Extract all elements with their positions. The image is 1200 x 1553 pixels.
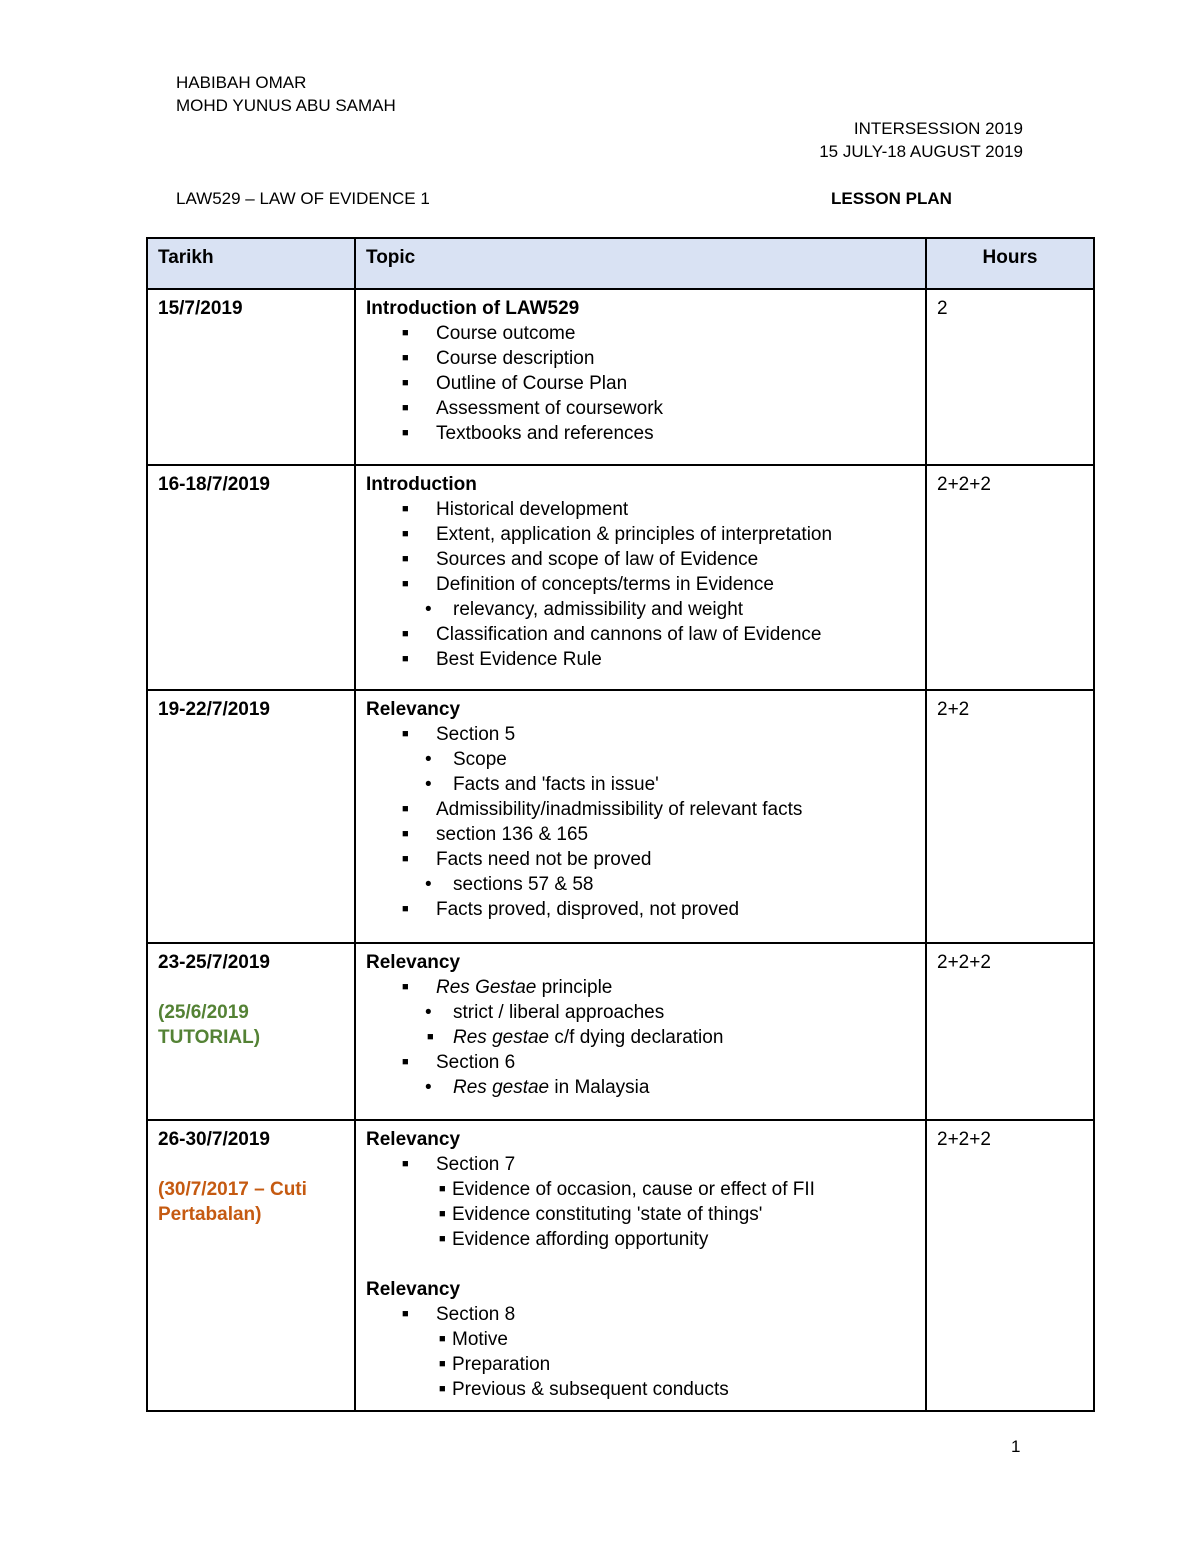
topic-cell bbox=[355, 1120, 926, 1411]
topic-cell bbox=[355, 943, 926, 1120]
sub-list bbox=[366, 1075, 915, 1100]
date-cell bbox=[147, 289, 355, 465]
column-header-topic: Topic bbox=[355, 238, 926, 289]
document-type: LESSON PLAN bbox=[831, 189, 952, 208]
list-item bbox=[366, 346, 915, 371]
date-cell bbox=[147, 943, 355, 1120]
list-item bbox=[366, 1227, 915, 1252]
topic-cell bbox=[355, 465, 926, 690]
list-item-text: Outline of Course Plan bbox=[436, 373, 628, 394]
hours-cell: 2+2+2 bbox=[926, 943, 1094, 1120]
topic-list bbox=[366, 897, 915, 922]
list-item-text: Facts need not be proved bbox=[436, 849, 652, 870]
square-bullet-icon: ■ bbox=[402, 503, 409, 515]
list-item bbox=[366, 622, 915, 647]
spacer bbox=[366, 1252, 915, 1277]
list-item bbox=[366, 1377, 915, 1402]
square-bullet-icon: ■ bbox=[402, 653, 409, 665]
author-block bbox=[176, 71, 396, 117]
square-bullet-icon: ■ bbox=[402, 853, 409, 865]
page-number: 1 bbox=[1011, 1437, 1021, 1456]
session-date: 26-30/7/2019 bbox=[158, 1129, 270, 1150]
topic-title: Introduction of LAW529 bbox=[366, 298, 580, 319]
hours-cell: 2+2+2 bbox=[926, 1120, 1094, 1411]
square-bullet-icon: ■ bbox=[402, 1308, 409, 1320]
list-item-text: Best Evidence Rule bbox=[436, 649, 602, 670]
topic-title: Relevancy bbox=[366, 1129, 461, 1150]
square-bullet-icon: ■ bbox=[402, 628, 409, 640]
list-item bbox=[366, 1050, 915, 1075]
list-item-text: Assessment of coursework bbox=[436, 398, 664, 419]
column-header-date: Tarikh bbox=[147, 238, 355, 289]
square-bullet-icon: ■ bbox=[402, 553, 409, 565]
list-item-text: Course description bbox=[436, 348, 595, 369]
topic-list bbox=[366, 1152, 915, 1177]
list-item bbox=[366, 522, 915, 547]
list-item bbox=[366, 722, 915, 747]
table-row bbox=[147, 1120, 1094, 1411]
topic-list bbox=[366, 797, 915, 872]
round-bullet-icon: • bbox=[425, 749, 432, 770]
sub-list bbox=[366, 1177, 915, 1252]
list-item-text: Evidence of occasion, cause or effect of FII bbox=[452, 1179, 815, 1200]
round-bullet-icon: • bbox=[425, 1077, 432, 1098]
table-row bbox=[147, 943, 1094, 1120]
square-bullet-icon: ■ bbox=[439, 1383, 446, 1395]
list-item-text: Evidence constituting 'state of things' bbox=[452, 1204, 763, 1225]
list-item-text: Course outcome bbox=[436, 323, 576, 344]
list-item bbox=[366, 1177, 915, 1202]
square-bullet-icon: ■ bbox=[439, 1208, 446, 1220]
list-item-text: sections 57 & 58 bbox=[453, 874, 594, 895]
session-date: 19-22/7/2019 bbox=[158, 699, 270, 720]
square-bullet-icon: ■ bbox=[439, 1333, 446, 1345]
list-item-text: Classification and cannons of law of Evidence bbox=[436, 624, 822, 645]
topic-title: Relevancy bbox=[366, 699, 461, 720]
square-bullet-icon: ■ bbox=[402, 352, 409, 364]
list-item bbox=[366, 547, 915, 572]
list-item-text: strict / liberal approaches bbox=[453, 1002, 665, 1023]
sub-list bbox=[366, 597, 915, 622]
list-item-text: principle bbox=[541, 977, 613, 998]
list-item bbox=[366, 371, 915, 396]
topic-list bbox=[366, 1050, 915, 1075]
square-bullet-icon: ■ bbox=[402, 327, 409, 339]
list-item bbox=[366, 1025, 915, 1050]
hours-cell: 2+2+2 bbox=[926, 465, 1094, 690]
latin-term: Res Gestae bbox=[436, 977, 537, 998]
list-item bbox=[366, 321, 915, 346]
topic-list bbox=[366, 622, 915, 672]
square-bullet-icon: ■ bbox=[402, 402, 409, 414]
list-item-text: Extent, application & principles of interpretation bbox=[436, 524, 833, 545]
list-item bbox=[366, 1302, 915, 1327]
list-item-text: Preparation bbox=[452, 1354, 551, 1375]
table-row bbox=[147, 690, 1094, 943]
list-item bbox=[366, 1075, 915, 1100]
list-item bbox=[366, 847, 915, 872]
square-bullet-icon: ■ bbox=[439, 1358, 446, 1370]
list-item bbox=[366, 1352, 915, 1377]
session-block bbox=[819, 117, 1023, 163]
square-bullet-icon: ■ bbox=[402, 377, 409, 389]
session-date: 23-25/7/2019 bbox=[158, 952, 270, 973]
list-item-text: Definition of concepts/terms in Evidence bbox=[436, 574, 774, 595]
round-bullet-icon: ■ bbox=[427, 1031, 434, 1043]
list-item-text: Motive bbox=[452, 1329, 508, 1350]
list-item bbox=[366, 747, 915, 772]
list-item bbox=[366, 822, 915, 847]
table-row bbox=[147, 289, 1094, 465]
topic-list bbox=[366, 321, 915, 446]
list-item-text: section 136 & 165 bbox=[436, 824, 589, 845]
date-cell bbox=[147, 465, 355, 690]
round-bullet-icon: • bbox=[425, 599, 432, 620]
square-bullet-icon: ■ bbox=[402, 828, 409, 840]
hours-cell: 2 bbox=[926, 289, 1094, 465]
list-item bbox=[366, 572, 915, 597]
lesson-plan-table bbox=[146, 237, 1095, 1412]
latin-term: Res gestae bbox=[453, 1027, 550, 1048]
round-bullet-icon: • bbox=[425, 774, 432, 795]
list-item-text: Evidence affording opportunity bbox=[452, 1229, 709, 1250]
square-bullet-icon: ■ bbox=[402, 528, 409, 540]
topic-list bbox=[366, 722, 915, 747]
session-dates: 15 JULY-18 AUGUST 2019 bbox=[819, 142, 1023, 161]
list-item-text: Facts and 'facts in issue' bbox=[453, 774, 659, 795]
square-bullet-icon: ■ bbox=[439, 1233, 446, 1245]
list-item bbox=[366, 897, 915, 922]
author-name: HABIBAH OMAR bbox=[176, 73, 307, 92]
list-item bbox=[366, 647, 915, 672]
latin-term: Res gestae bbox=[453, 1077, 550, 1098]
column-header-hours: Hours bbox=[926, 238, 1094, 289]
list-item-text: Sources and scope of law of Evidence bbox=[436, 549, 759, 570]
sub-list bbox=[366, 872, 915, 897]
date-cell bbox=[147, 690, 355, 943]
topic-title: Introduction bbox=[366, 474, 477, 495]
topic-cell bbox=[355, 690, 926, 943]
list-item-text: Section 6 bbox=[436, 1052, 516, 1073]
square-bullet-icon: ■ bbox=[402, 903, 409, 915]
list-item-text: Section 7 bbox=[436, 1154, 516, 1175]
table-header-row bbox=[147, 238, 1094, 289]
list-item bbox=[366, 1000, 915, 1025]
table-row bbox=[147, 465, 1094, 690]
square-bullet-icon: ■ bbox=[402, 427, 409, 439]
session-date: 16-18/7/2019 bbox=[158, 474, 270, 495]
list-item bbox=[366, 975, 915, 1000]
square-bullet-icon: ■ bbox=[402, 578, 409, 590]
sub-list bbox=[366, 1327, 915, 1402]
course-title: LAW529 – LAW OF EVIDENCE 1 bbox=[176, 189, 430, 208]
round-bullet-icon: • bbox=[425, 874, 432, 895]
list-item-text: relevancy, admissibility and weight bbox=[453, 599, 744, 620]
list-item bbox=[366, 597, 915, 622]
topic-list bbox=[366, 497, 915, 597]
square-bullet-icon: ■ bbox=[402, 981, 409, 993]
topic-list bbox=[366, 1302, 915, 1327]
list-item-text: Section 8 bbox=[436, 1304, 516, 1325]
list-item-text: Section 5 bbox=[436, 724, 516, 745]
list-item bbox=[366, 396, 915, 421]
list-item-text: Scope bbox=[453, 749, 507, 770]
sub-list bbox=[366, 1000, 915, 1050]
square-bullet-icon: ■ bbox=[439, 1183, 446, 1195]
list-item bbox=[366, 797, 915, 822]
list-item-text: in Malaysia bbox=[554, 1077, 650, 1098]
round-bullet-icon: • bbox=[425, 1002, 432, 1023]
list-item-text: Admissibility/inadmissibility of relevant facts bbox=[436, 799, 803, 820]
hours-cell: 2+2 bbox=[926, 690, 1094, 943]
session-date: 15/7/2019 bbox=[158, 298, 243, 319]
list-item bbox=[366, 421, 915, 446]
sub-list bbox=[366, 747, 915, 797]
author-name: MOHD YUNUS ABU SAMAH bbox=[176, 96, 396, 115]
list-item bbox=[366, 1152, 915, 1177]
topic-cell bbox=[355, 289, 926, 465]
list-item-text: Facts proved, disproved, not proved bbox=[436, 899, 740, 920]
session-title: INTERSESSION 2019 bbox=[853, 119, 1023, 138]
tutorial-note: (25/6/2019 TUTORIAL) bbox=[158, 1002, 261, 1048]
square-bullet-icon: ■ bbox=[402, 1056, 409, 1068]
list-item-text: Textbooks and references bbox=[436, 423, 654, 444]
list-item-text: Previous & subsequent conducts bbox=[452, 1379, 729, 1400]
square-bullet-icon: ■ bbox=[402, 1158, 409, 1170]
list-item bbox=[366, 772, 915, 797]
topic-list bbox=[366, 975, 915, 1000]
list-item-text: Historical development bbox=[436, 499, 629, 520]
list-item bbox=[366, 497, 915, 522]
holiday-note: (30/7/2017 – Cuti Pertabalan) bbox=[158, 1179, 307, 1225]
square-bullet-icon: ■ bbox=[402, 728, 409, 740]
square-bullet-icon: ■ bbox=[402, 803, 409, 815]
list-item-text: c/f dying declaration bbox=[554, 1027, 724, 1048]
date-cell bbox=[147, 1120, 355, 1411]
topic-title: Relevancy bbox=[366, 1279, 461, 1300]
topic-title: Relevancy bbox=[366, 952, 461, 973]
list-item bbox=[366, 872, 915, 897]
list-item bbox=[366, 1202, 915, 1227]
list-item bbox=[366, 1327, 915, 1352]
